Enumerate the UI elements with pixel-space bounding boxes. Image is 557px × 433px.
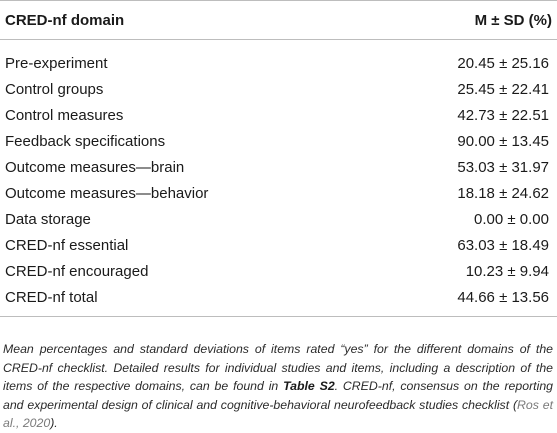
row-domain: CRED-nf total (5, 288, 98, 306)
row-value: 63.03 ± 18.49 (457, 236, 549, 254)
row-domain: Outcome measures—brain (5, 158, 185, 176)
row-domain: Control groups (5, 80, 104, 98)
table-row (0, 128, 557, 154)
caption-text-1: Mean percentages and standard deviations of items rated “yes” for the different domains of the CRED-nf checklist. Detailed results for individual studies and items, including a description of the items of the respective domains, can be found in (3, 342, 553, 393)
row-value: 25.45 ± 22.41 (457, 80, 549, 98)
row-value: 18.18 ± 24.62 (457, 184, 549, 202)
table-row (0, 232, 557, 258)
table-row (0, 258, 557, 284)
row-value: 44.66 ± 13.56 (457, 288, 549, 306)
table-body (0, 40, 557, 310)
row-value: 90.00 ± 13.45 (457, 132, 549, 150)
row-domain: Feedback specifications (5, 132, 166, 150)
header-stat: M ± SD (%) (474, 11, 552, 29)
table-row (0, 180, 557, 206)
header-domain: CRED-nf domain (5, 11, 125, 29)
table-s2-link[interactable]: Table S2 (283, 379, 335, 393)
row-value: 42.73 ± 22.51 (457, 106, 549, 124)
row-domain: Data storage (5, 210, 91, 228)
caption-text-3: ). (50, 416, 58, 430)
row-domain: Pre-experiment (5, 54, 108, 72)
row-value: 10.23 ± 9.94 (465, 262, 549, 280)
table-row (0, 50, 557, 76)
caption-text-2: . CRED-nf, consensus on the reporting and experimental design of clinical and cognitive-behavioral neurofeedback studies checklist ( (3, 379, 553, 412)
row-value: 0.00 ± 0.00 (474, 210, 549, 228)
table-row (0, 76, 557, 102)
table-row (0, 206, 557, 232)
row-value: 53.03 ± 31.97 (457, 158, 549, 176)
table-header (0, 0, 557, 40)
row-value: 20.45 ± 25.16 (457, 54, 549, 72)
row-domain: Control measures (5, 106, 124, 124)
table-row (0, 154, 557, 180)
table-bottom-rule (0, 316, 557, 317)
row-domain: CRED-nf encouraged (5, 262, 149, 280)
table-row (0, 284, 557, 310)
table-row (0, 102, 557, 128)
row-domain: CRED-nf essential (5, 236, 129, 254)
row-domain: Outcome measures—behavior (5, 184, 209, 202)
table-caption (3, 340, 553, 433)
citation-link[interactable]: Ros et al., 2020 (3, 397, 553, 430)
